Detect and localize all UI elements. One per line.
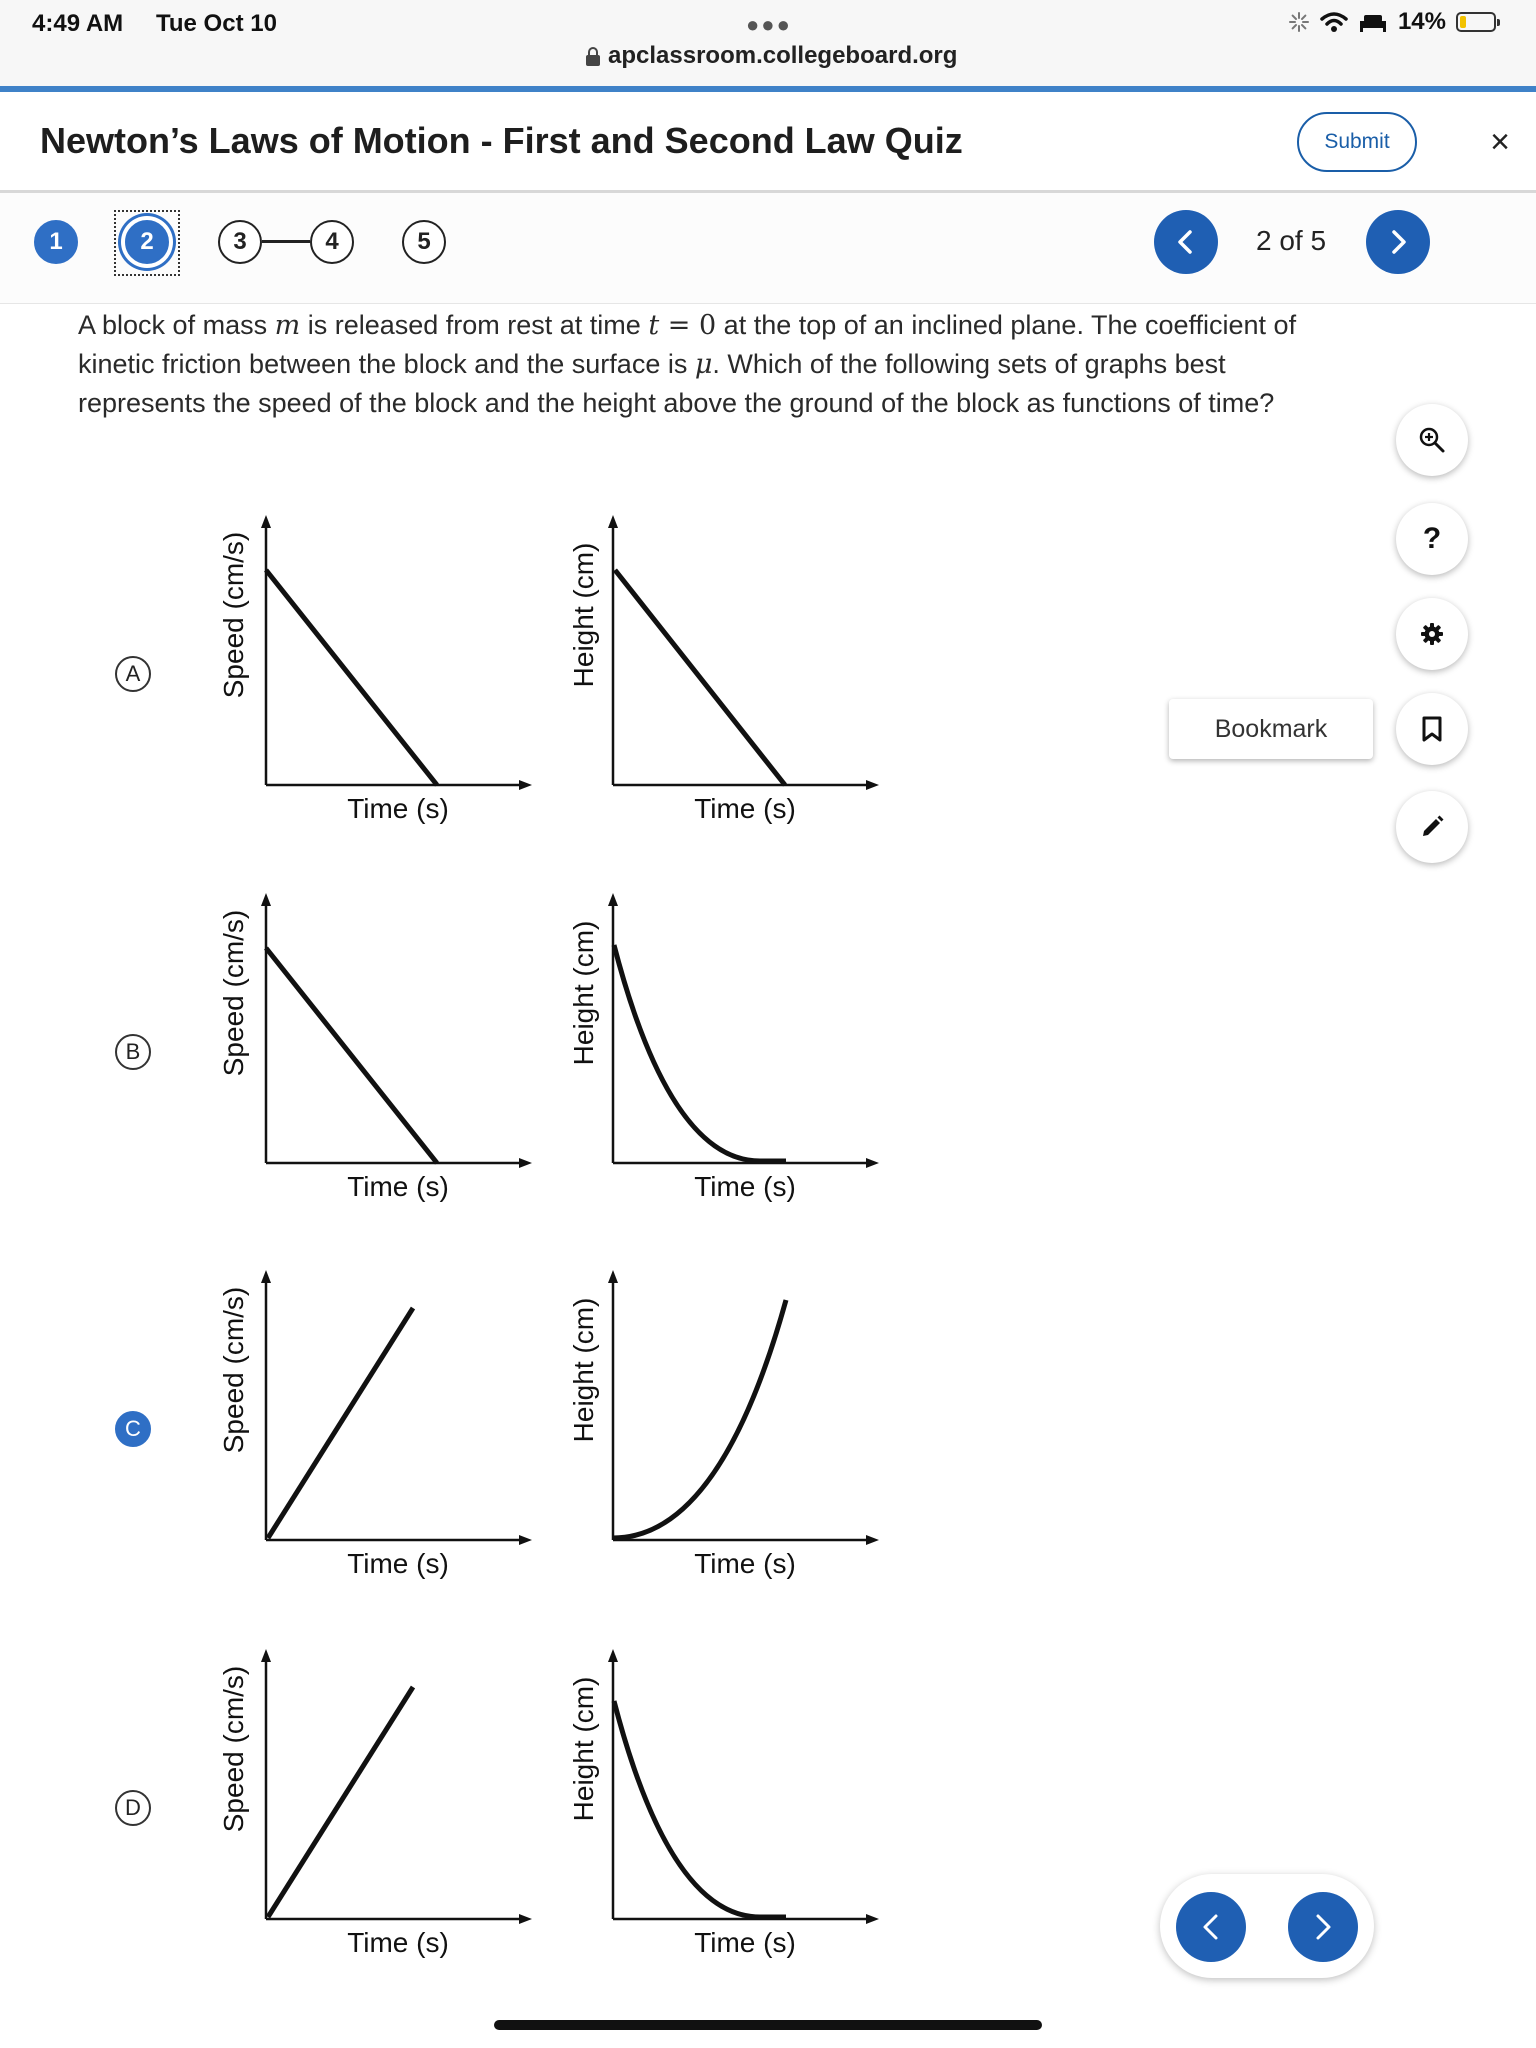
y-axis-arrow	[608, 1649, 618, 1662]
loading-spinner-icon	[1288, 11, 1310, 33]
step-2[interactable]: 2	[125, 220, 169, 264]
time-axis-label: Time (s)	[347, 1548, 449, 1579]
chevron-left-icon	[1176, 1892, 1246, 1962]
bookmark-tooltip: Bookmark	[1169, 699, 1373, 759]
speed-axis-label: Speed (cm/s)	[218, 1665, 249, 1833]
height-curve	[613, 1300, 786, 1538]
time-axis-label: Time (s)	[347, 793, 449, 824]
option-b-height-graph[interactable]	[560, 893, 900, 1203]
multitasking-dots-icon[interactable]: ●●●	[746, 12, 792, 37]
math-variable-m: m	[274, 310, 301, 341]
time-axis-label: Time (s)	[694, 793, 796, 824]
speed-curve	[266, 570, 437, 785]
question-position: 2 of 5	[1256, 225, 1327, 256]
question-text-part: A block of mass	[78, 310, 275, 340]
zoom-in-icon	[1418, 426, 1446, 454]
step-connector	[262, 240, 310, 243]
zoom-in-button[interactable]	[1396, 404, 1468, 476]
y-axis-arrow	[608, 1270, 618, 1283]
gear-icon	[1420, 622, 1444, 646]
time-axis-label: Time (s)	[694, 1548, 796, 1579]
question-navigator	[0, 193, 1536, 304]
option-a-height-graph[interactable]	[560, 515, 900, 825]
speed-axis-label: Speed (cm/s)	[218, 909, 249, 1077]
next-question-button[interactable]	[1366, 210, 1430, 274]
submit-button[interactable]: Submit	[1297, 112, 1417, 172]
lock-icon	[586, 47, 600, 65]
step-4[interactable]: 4	[310, 220, 354, 264]
height-axis-label: Height (cm)	[568, 1676, 599, 1822]
speed-curve	[266, 948, 437, 1163]
status-time: 4:49 AM	[32, 10, 124, 37]
height-axis-label: Height (cm)	[568, 542, 599, 688]
option-d-radio[interactable]: D	[115, 1790, 151, 1826]
speed-axis-label: Speed (cm/s)	[218, 1286, 249, 1454]
page-title: Newton’s Laws of Motion - First and Second Law Quiz	[40, 120, 963, 161]
math-zero: 0	[698, 310, 717, 341]
height-curve	[614, 945, 786, 1161]
battery-percent: 14%	[1397, 8, 1446, 35]
pencil-icon	[1419, 814, 1445, 840]
quiz-header	[0, 92, 1536, 193]
height-curve	[615, 570, 785, 785]
battery-icon	[1456, 12, 1496, 32]
question-text-part: . Which of the following sets of graphs best represents the speed of the block and the height above the ground of the block as functions of time?	[78, 349, 1275, 418]
option-d-speed-graph[interactable]	[210, 1649, 550, 1959]
sleep-focus-icon	[1358, 11, 1388, 33]
option-b-radio[interactable]: B	[115, 1034, 151, 1070]
previous-question-button-bottom[interactable]	[1176, 1892, 1246, 1962]
y-axis-arrow	[608, 515, 618, 528]
ios-status-bar	[0, 0, 1536, 86]
option-a-radio[interactable]: A	[115, 656, 151, 692]
step-1[interactable]: 1	[34, 220, 78, 264]
x-axis-arrow	[519, 780, 532, 790]
y-axis-arrow	[261, 515, 271, 528]
speed-curve	[268, 1308, 413, 1538]
y-axis-arrow	[261, 893, 271, 906]
floating-question-nav	[1160, 1874, 1374, 1978]
y-axis-arrow	[608, 893, 618, 906]
time-axis-label: Time (s)	[694, 1171, 796, 1202]
home-indicator	[494, 2020, 1042, 2030]
question-text-part: at the top of an inclined plane. The coefficient of kinetic friction between the block and the surface is	[78, 310, 1297, 379]
time-axis-label: Time (s)	[347, 1927, 449, 1958]
y-axis-arrow	[261, 1649, 271, 1662]
height-axis-label: Height (cm)	[568, 920, 599, 1066]
y-axis-arrow	[261, 1270, 271, 1283]
math-variable-mu: μ	[694, 349, 713, 380]
close-icon[interactable]: ×	[1490, 123, 1510, 161]
option-c-height-graph[interactable]	[560, 1270, 900, 1580]
option-b-speed-graph[interactable]	[210, 893, 550, 1203]
option-c-speed-graph[interactable]	[210, 1270, 550, 1580]
x-axis-arrow	[519, 1535, 532, 1545]
speed-curve	[268, 1687, 413, 1917]
help-button[interactable]	[1396, 503, 1468, 575]
height-axis-label: Height (cm)	[568, 1297, 599, 1443]
x-axis-arrow	[866, 1158, 879, 1168]
chevron-right-icon	[1288, 1892, 1358, 1962]
annotate-button[interactable]	[1396, 791, 1468, 863]
question-stem	[78, 306, 1328, 422]
time-axis-label: Time (s)	[694, 1927, 796, 1958]
url-text: apclassroom.collegeboard.org	[608, 42, 958, 69]
x-axis-arrow	[866, 1914, 879, 1924]
status-indicators	[1288, 8, 1496, 36]
question-text-part: is released from rest at time	[300, 310, 649, 340]
x-axis-arrow	[866, 1535, 879, 1545]
height-curve	[614, 1701, 786, 1917]
math-equals: =	[659, 310, 699, 341]
x-axis-arrow	[866, 780, 879, 790]
bookmark-button[interactable]	[1396, 693, 1468, 765]
next-question-button-bottom[interactable]	[1288, 1892, 1358, 1962]
speed-axis-label: Speed (cm/s)	[218, 531, 249, 699]
status-date: Tue Oct 10	[156, 10, 277, 37]
chevron-left-icon	[1154, 210, 1218, 274]
chevron-right-icon	[1366, 210, 1430, 274]
option-d-height-graph[interactable]	[560, 1649, 900, 1959]
time-axis-label: Time (s)	[347, 1171, 449, 1202]
option-a-speed-graph[interactable]	[210, 515, 550, 825]
math-variable-t: t	[648, 310, 660, 341]
option-c-radio[interactable]: C	[115, 1411, 151, 1447]
question-mark-icon: ?	[1422, 522, 1442, 555]
address-bar[interactable]	[586, 42, 957, 70]
x-axis-arrow	[519, 1158, 532, 1168]
x-axis-arrow	[519, 1914, 532, 1924]
bookmark-icon	[1421, 716, 1443, 742]
step-5[interactable]: 5	[402, 220, 446, 264]
step-3[interactable]: 3	[218, 220, 262, 264]
previous-question-button[interactable]	[1154, 210, 1218, 274]
settings-button[interactable]	[1396, 598, 1468, 670]
wifi-icon	[1320, 11, 1348, 33]
